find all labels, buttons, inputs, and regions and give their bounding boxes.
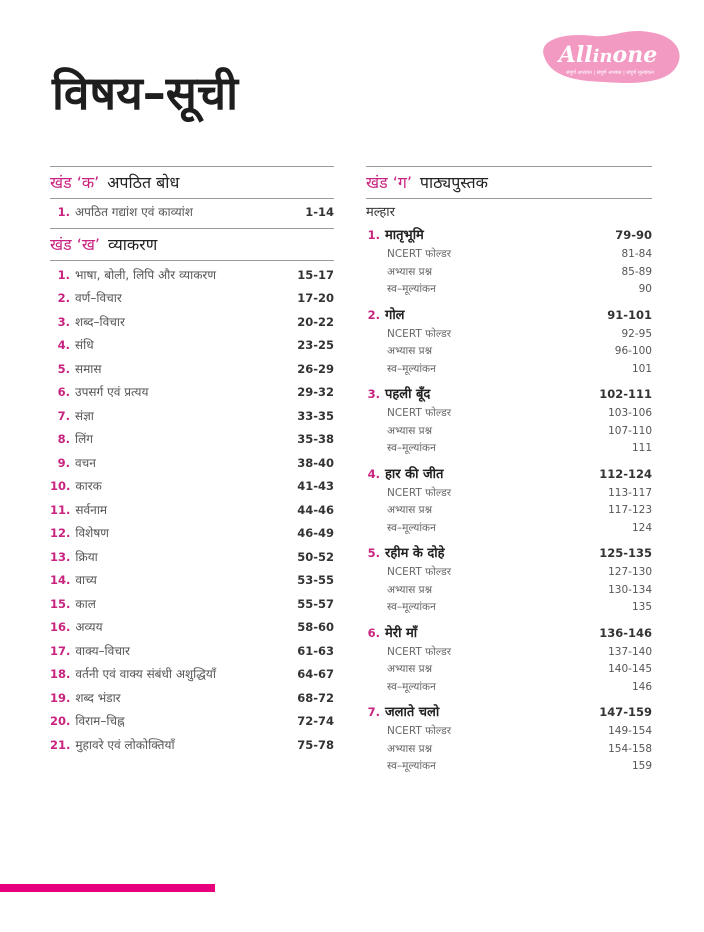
subentry-pages: 101: [631, 362, 652, 375]
entry-title: मुहावरे एवं लोकोक्तियाँ: [75, 737, 175, 752]
toc-entry[interactable]: [50, 405, 334, 429]
chapter-row[interactable]: [366, 543, 652, 564]
toc-entry[interactable]: [50, 201, 334, 225]
chapter-number: 2.: [367, 307, 380, 322]
subentry-pages: 117-123: [608, 504, 652, 516]
entry-number: 18.: [50, 667, 71, 681]
entry-title: विशेषण: [75, 526, 109, 540]
subentry-pages: 137-140: [608, 645, 652, 658]
subentry-label: NCERT फोल्डर: [387, 407, 452, 419]
subentry-pages: 85-89: [621, 265, 652, 278]
chapter-row[interactable]: [366, 464, 652, 485]
chapter-subentry[interactable]: [366, 264, 652, 282]
entry-pages: 44-46: [297, 502, 334, 517]
subentry-label: अभ्यास प्रश्न: [387, 504, 433, 516]
subentry-pages: 124: [631, 521, 652, 534]
chapter-subentry[interactable]: [366, 661, 652, 679]
entry-pages: 55-57: [297, 596, 334, 611]
subentry-label: स्व–मूल्यांकन: [387, 521, 436, 534]
subentry-pages: 96-100: [614, 345, 652, 357]
chapter-number: 3.: [367, 387, 380, 401]
subentry-label: स्व–मूल्यांकन: [387, 442, 436, 454]
chapter-subentry[interactable]: [366, 564, 652, 582]
chapter-subentry[interactable]: [366, 520, 652, 538]
subentry-label: NCERT फोल्डर: [387, 486, 452, 499]
entry-number: 12.: [50, 526, 71, 540]
chapter-subentry[interactable]: [366, 246, 652, 264]
section-title: अपठित बोध: [107, 173, 180, 192]
section-heading-b: [50, 229, 334, 260]
subentry-label: अभ्यास प्रश्न: [387, 424, 433, 437]
entry-pages: 72-74: [297, 714, 334, 728]
subentry-label: स्व–मूल्यांकन: [387, 680, 436, 693]
entry-number: 4.: [57, 338, 70, 352]
book-title: मल्हार: [366, 205, 395, 220]
toc-entry[interactable]: [50, 522, 334, 546]
entry-number: 10.: [50, 479, 71, 493]
chapter-row[interactable]: [366, 702, 652, 723]
brand-logo: [534, 26, 686, 90]
toc-entry[interactable]: [50, 287, 334, 311]
subentry-pages: 111: [631, 442, 652, 454]
chapter-number: 1.: [367, 228, 380, 242]
section-label: खंड ‘क’: [50, 173, 100, 192]
chapter-pages: 112-124: [599, 466, 652, 481]
divider: [366, 198, 652, 199]
subentry-label: स्व–मूल्यांकन: [387, 760, 436, 772]
entry-pages: 29-32: [297, 385, 334, 399]
subentry-label: स्व–मूल्यांकन: [387, 362, 436, 375]
entry-title: शब्द भंडार: [75, 690, 121, 705]
entry-title: विराम–चिह्न: [75, 714, 125, 728]
subentry-label: अभ्यास प्रश्न: [387, 583, 433, 596]
chapter-pages: 79-90: [615, 228, 652, 242]
chapter-row[interactable]: [366, 384, 652, 405]
entry-number: 9.: [57, 455, 70, 470]
entry-number: 11.: [50, 502, 71, 517]
subentry-pages: 154-158: [608, 742, 652, 755]
svg-text:संपूर्ण अध्ययन | संपूर्ण अभ्या: संपूर्ण अध्ययन | संपूर्ण अभ्यास | संपूर्ण मूल्यांकन: [566, 70, 654, 76]
page-title: विषय–सूची: [52, 66, 238, 120]
chapter-number: 4.: [367, 466, 380, 481]
chapter-subentry[interactable]: [366, 644, 652, 662]
subentry-label: अभ्यास प्रश्न: [387, 663, 433, 675]
entry-title: अपठित गद्यांश एवं काव्यांश: [75, 205, 193, 219]
entry-pages: 33-35: [297, 408, 334, 423]
subentry-label: स्व–मूल्यांकन: [387, 283, 436, 295]
chapter-subentry[interactable]: [366, 741, 652, 759]
right-column: [366, 166, 652, 782]
entry-pages: 35-38: [297, 432, 334, 446]
subentry-pages: 149-154: [608, 725, 652, 737]
subentry-label: अभ्यास प्रश्न: [387, 345, 433, 357]
chapter-subentry[interactable]: [366, 281, 652, 299]
svg-text:Allinone: Allinone: [558, 42, 658, 68]
toc-entry[interactable]: [50, 710, 334, 734]
chapter-subentry[interactable]: [366, 423, 652, 441]
chapter-title: मेरी माँ: [385, 625, 418, 641]
entry-title: संधि: [75, 338, 94, 352]
entry-pages: 61-63: [297, 643, 334, 658]
entry-title: काल: [75, 596, 96, 611]
toc-entry[interactable]: [50, 334, 334, 358]
chapter-subentry[interactable]: [366, 582, 652, 600]
entry-pages: 53-55: [297, 573, 334, 587]
chapter-entry: [366, 225, 652, 299]
chapter-pages: 91-101: [607, 307, 652, 322]
section-title: पाठ्यपुस्तक: [419, 173, 488, 192]
entry-title: लिंग: [75, 432, 94, 446]
chapter-number: 7.: [367, 705, 380, 719]
subentry-pages: 146: [631, 680, 652, 693]
subentry-pages: 103-106: [608, 407, 652, 419]
entry-title: वर्तनी एवं वाक्य संबंधी अशुद्धियाँ: [75, 667, 216, 681]
entry-number: 7.: [57, 408, 70, 423]
entry-number: 13.: [50, 549, 71, 564]
subentry-pages: 135: [631, 601, 652, 613]
entry-number: 16.: [50, 620, 71, 634]
chapter-subentry[interactable]: [366, 343, 652, 361]
toc-entry[interactable]: [50, 616, 334, 640]
subentry-label: NCERT फोल्डर: [387, 645, 452, 658]
entry-title: वचन: [75, 455, 96, 470]
entry-number: 5.: [57, 361, 70, 376]
chapter-subentry[interactable]: [366, 361, 652, 379]
left-column: [50, 166, 334, 757]
chapter-subentry[interactable]: [366, 502, 652, 520]
subentry-pages: 113-117: [608, 486, 652, 499]
entry-pages: 38-40: [297, 455, 334, 470]
toc-entry[interactable]: [50, 734, 334, 758]
toc-entry[interactable]: [50, 640, 334, 664]
entry-number: 2.: [57, 291, 70, 305]
chapter-title: हार की जीत: [385, 466, 444, 482]
subentry-pages: 90: [638, 283, 652, 295]
subentry-pages: 92-95: [621, 327, 652, 340]
entry-number: 20.: [50, 714, 71, 728]
subentry-label: NCERT फोल्डर: [387, 725, 452, 737]
entry-pages: 46-49: [297, 526, 334, 540]
toc-entry[interactable]: [50, 569, 334, 593]
entry-pages: 17-20: [297, 291, 334, 305]
subentry-pages: 130-134: [608, 583, 652, 596]
chapter-subentry[interactable]: [366, 758, 652, 776]
toc-entry[interactable]: [50, 687, 334, 711]
chapter-number: 6.: [367, 625, 380, 640]
chapter-entry: [366, 623, 652, 697]
chapter-entry: [366, 543, 652, 617]
entry-number: 1.: [57, 205, 70, 219]
toc-entry[interactable]: [50, 546, 334, 570]
entry-title: शब्द–विचार: [75, 314, 125, 329]
subentry-pages: 127-130: [608, 566, 652, 578]
chapter-title: मातृभूमि: [385, 228, 424, 243]
subentry-label: अभ्यास प्रश्न: [387, 265, 433, 278]
section-heading-c: [366, 167, 652, 198]
entry-pages: 26-29: [297, 361, 334, 376]
subentry-pages: 107-110: [608, 424, 652, 437]
textbook-toc-list: [366, 225, 652, 776]
entry-title: कारक: [75, 479, 102, 493]
entry-title: उपसर्ग एवं प्रत्यय: [75, 385, 149, 399]
entry-number: 8.: [57, 432, 70, 446]
chapter-number: 5.: [367, 546, 380, 560]
subentry-label: NCERT फोल्डर: [387, 566, 452, 578]
grammar-toc-list: [50, 261, 334, 758]
subentry-pages: 159: [631, 760, 652, 772]
subentry-pages: 140-145: [608, 663, 652, 675]
subentry-label: अभ्यास प्रश्न: [387, 742, 433, 755]
entry-title: सर्वनाम: [75, 502, 108, 517]
chapter-title: जलाते चलो: [385, 705, 440, 720]
toc-entry[interactable]: [50, 264, 334, 288]
entry-pages: 41-43: [297, 479, 334, 493]
entry-title: क्रिया: [75, 549, 98, 564]
chapter-row[interactable]: [366, 225, 652, 246]
entry-title: वाक्य–विचार: [75, 643, 130, 658]
toc-entry[interactable]: [50, 381, 334, 405]
chapter-subentry[interactable]: [366, 405, 652, 423]
chapter-subentry[interactable]: [366, 485, 652, 503]
entry-title: समास: [75, 361, 102, 376]
section-heading-a: [50, 167, 334, 198]
subentry-label: NCERT फोल्डर: [387, 327, 452, 340]
subentry-label: NCERT फोल्डर: [387, 248, 452, 260]
subentry-label: स्व–मूल्यांकन: [387, 601, 436, 613]
section-title: व्याकरण: [108, 234, 158, 254]
chapter-subentry[interactable]: [366, 326, 652, 344]
section-label: खंड ‘ग’: [366, 173, 412, 192]
entry-number: 17.: [50, 643, 71, 658]
entry-title: अव्यय: [75, 620, 103, 634]
toc-entry[interactable]: [50, 593, 334, 617]
entry-title: संज्ञा: [75, 408, 94, 423]
entry-pages: 1-14: [305, 205, 334, 219]
entry-number: 14.: [50, 573, 71, 587]
entry-number: 3.: [57, 314, 70, 329]
entry-number: 1.: [57, 267, 70, 282]
chapter-pages: 125-135: [599, 546, 652, 560]
toc-entry[interactable]: [50, 428, 334, 452]
entry-pages: 68-72: [297, 690, 334, 705]
entry-number: 6.: [57, 385, 70, 399]
chapter-pages: 102-111: [599, 387, 652, 401]
chapter-entry: [366, 305, 652, 379]
entry-title: भाषा, बोली, लिपि और व्याकरण: [75, 267, 217, 282]
chapter-entry: [366, 702, 652, 776]
entry-number: 15.: [50, 596, 71, 611]
entry-pages: 50-52: [297, 549, 334, 564]
subentry-pages: 81-84: [621, 248, 652, 260]
chapter-title: पहली बूँद: [385, 387, 431, 402]
toc-entry[interactable]: [50, 499, 334, 523]
chapter-subentry[interactable]: [366, 440, 652, 458]
entry-pages: 75-78: [297, 737, 334, 752]
section-label: खंड ‘ख’: [50, 234, 100, 254]
chapter-title: गोल: [385, 307, 405, 323]
chapter-subentry[interactable]: [366, 723, 652, 741]
toc-entry[interactable]: [50, 452, 334, 476]
chapter-subentry[interactable]: [366, 599, 652, 617]
entry-pages: 23-25: [297, 338, 334, 352]
toc-entry[interactable]: [50, 358, 334, 382]
chapter-pages: 147-159: [599, 705, 652, 719]
entry-pages: 15-17: [297, 267, 334, 282]
entry-number: 21.: [50, 737, 71, 752]
entry-pages: 20-22: [297, 314, 334, 329]
entry-pages: 64-67: [297, 667, 334, 681]
entry-title: वर्ण–विचार: [75, 291, 122, 305]
entry-pages: 58-60: [297, 620, 334, 634]
chapter-row[interactable]: [366, 623, 652, 644]
entry-number: 19.: [50, 690, 71, 705]
toc-entry[interactable]: [50, 663, 334, 687]
chapter-entry: [366, 384, 652, 458]
chapter-title: रहीम के दोहे: [385, 546, 445, 561]
chapter-row[interactable]: [366, 305, 652, 326]
toc-entry[interactable]: [50, 311, 334, 335]
chapter-pages: 136-146: [599, 625, 652, 640]
chapter-subentry[interactable]: [366, 679, 652, 697]
toc-entry[interactable]: [50, 475, 334, 499]
accent-bar: [0, 884, 215, 892]
entry-title: वाच्य: [75, 573, 97, 587]
chapter-entry: [366, 464, 652, 538]
